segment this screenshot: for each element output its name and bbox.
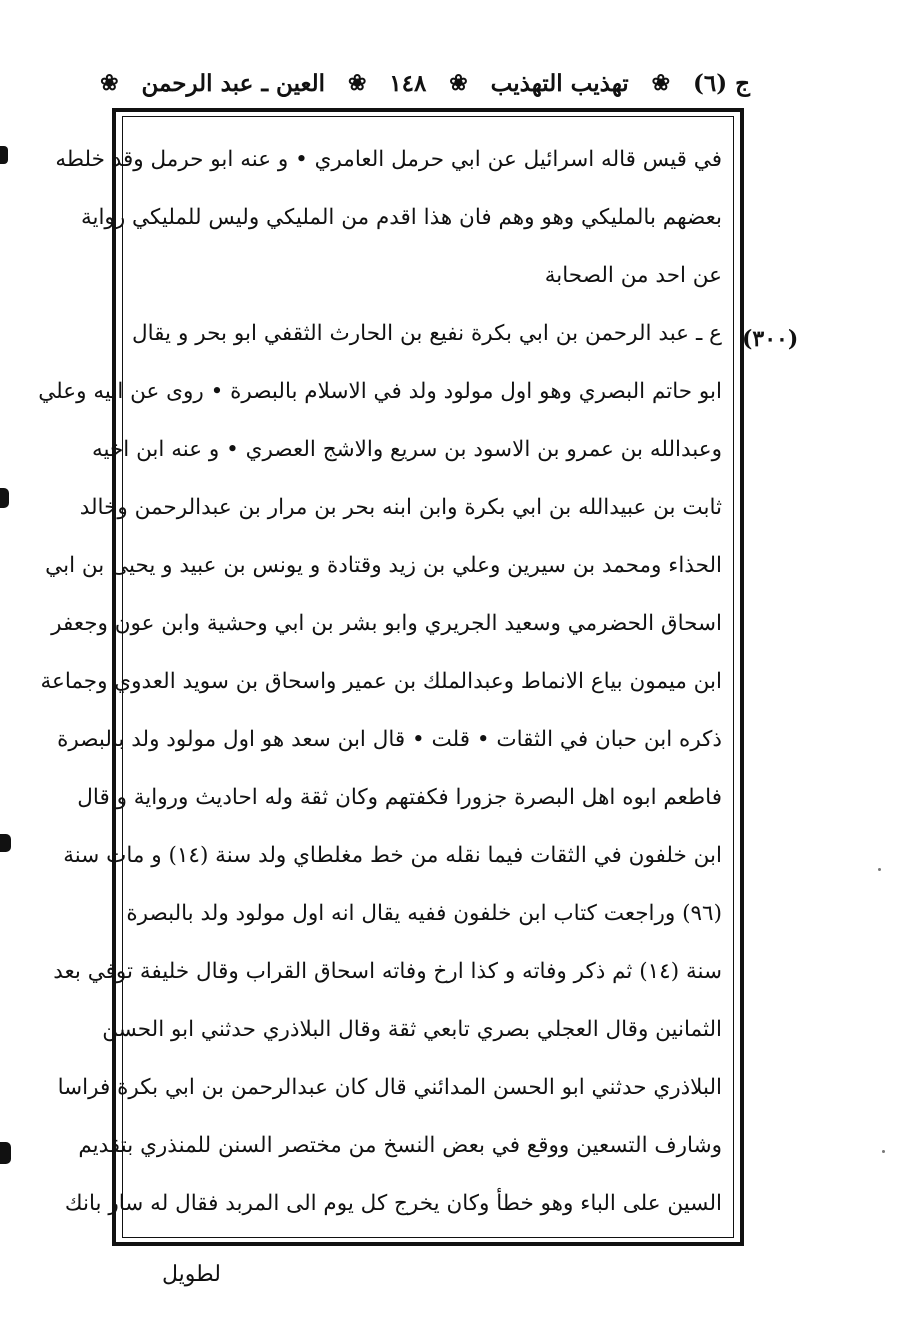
text-line: البلاذري حدثني ابو الحسن المدائني قال كان عبدالرحمن بن ابي بكرة فراسا: [57, 1075, 722, 1100]
volume-label: ج (٦): [693, 69, 750, 97]
catchword: لطويل: [162, 1262, 221, 1287]
scan-speck: [878, 868, 881, 871]
text-line: ذكره ابن حبان في الثقات • قلت • قال ابن سعد هو اول مولود ولد بالبصرة: [57, 727, 722, 752]
scan-speck: [882, 1150, 885, 1153]
text-line: ابو حاتم البصري وهو اول مولود ولد في الاسلام بالبصرة • روى عن ابيه وعلي: [38, 379, 722, 404]
text-line: فاطعم ابوه اهل البصرة جزورا فكفتهم وكان ثقة وله احاديث ورواية و قال: [77, 785, 722, 810]
text-line: وعبدالله بن عمرو بن الاسود بن سريع والاشج العصري • و عنه ابن اخيه: [91, 437, 722, 462]
scan-mark: [0, 834, 11, 852]
text-line: وشارف التسعين ووقع في بعض النسخ من مختصر السنن للمنذري بتقديم: [78, 1133, 722, 1158]
ornament-icon: ❀: [449, 70, 468, 96]
text-line: (٩٦) وراجعت كتاب ابن خلفون ففيه يقال انه اول مولود ولد بالبصرة: [126, 901, 722, 926]
text-line: ثابت بن عبيدالله بن ابي بكرة وابن ابنه بحر بن مرار بن عبدالرحمن وخالد: [79, 495, 722, 520]
scan-mark: [0, 488, 9, 508]
text-line: الثمانين وقال العجلي بصري تابعي ثقة وقال البلاذري حدثني ابو الحسن: [102, 1017, 722, 1042]
text-line: السين على الباء وهو خطأ وكان يخرج كل يوم الى المربد فقال له سار بانك: [64, 1191, 722, 1216]
section-title: العين ـ عبد الرحمن: [141, 69, 326, 97]
text-line: في قيس قاله اسرائيل عن ابي حرمل العامري • و عنه ابو حرمل وقد خلطه: [55, 147, 722, 172]
text-line: اسحاق الحضرمي وسعيد الجريري وابو بشر بن ابي وحشية وابن عون وجعفر: [51, 611, 722, 636]
text-line: الحذاء ومحمد بن سيرين وعلي بن زيد وقتادة و يونس بن عبيد و يحيى بن ابي: [45, 553, 722, 578]
body-text: [38, 116, 734, 1238]
scan-mark: [0, 146, 8, 164]
ornament-icon: ❀: [651, 70, 671, 96]
text-line: بعضهم بالمليكي وهو وهم فان هذا اقدم من المليكي وليس للمليكي رواية: [80, 205, 722, 230]
ornament-icon: ❀: [347, 70, 367, 96]
page-number: ١٤٨: [389, 69, 427, 97]
text-line: ابن خلفون في الثقات فيما نقله من خط مغلطاي ولد سنة (١٤) و مات سنة: [63, 843, 722, 868]
book-title: تهذيب التهذيب: [490, 69, 629, 97]
running-header: [100, 60, 750, 106]
text-line: عن احد من الصحابة: [544, 263, 722, 288]
entry-number: (٣٠٠): [742, 326, 799, 352]
ornament-icon: ❀: [100, 70, 119, 96]
entry-heading-line: ع ـ عبد الرحمن بن ابي بكرة نفيع بن الحارث الثقفي ابو بحر و يقال: [132, 321, 722, 346]
scan-mark: [0, 1142, 11, 1164]
text-line: ابن ميمون بياع الانماط وعبدالملك بن عمير واسحاق بن سويد العدوي وجماعة: [40, 669, 722, 694]
text-line: سنة (١٤) ثم ذكر وفاته و كذا ارخ وفاته اسحاق القراب وقال خليفة توفي بعد: [53, 959, 722, 984]
